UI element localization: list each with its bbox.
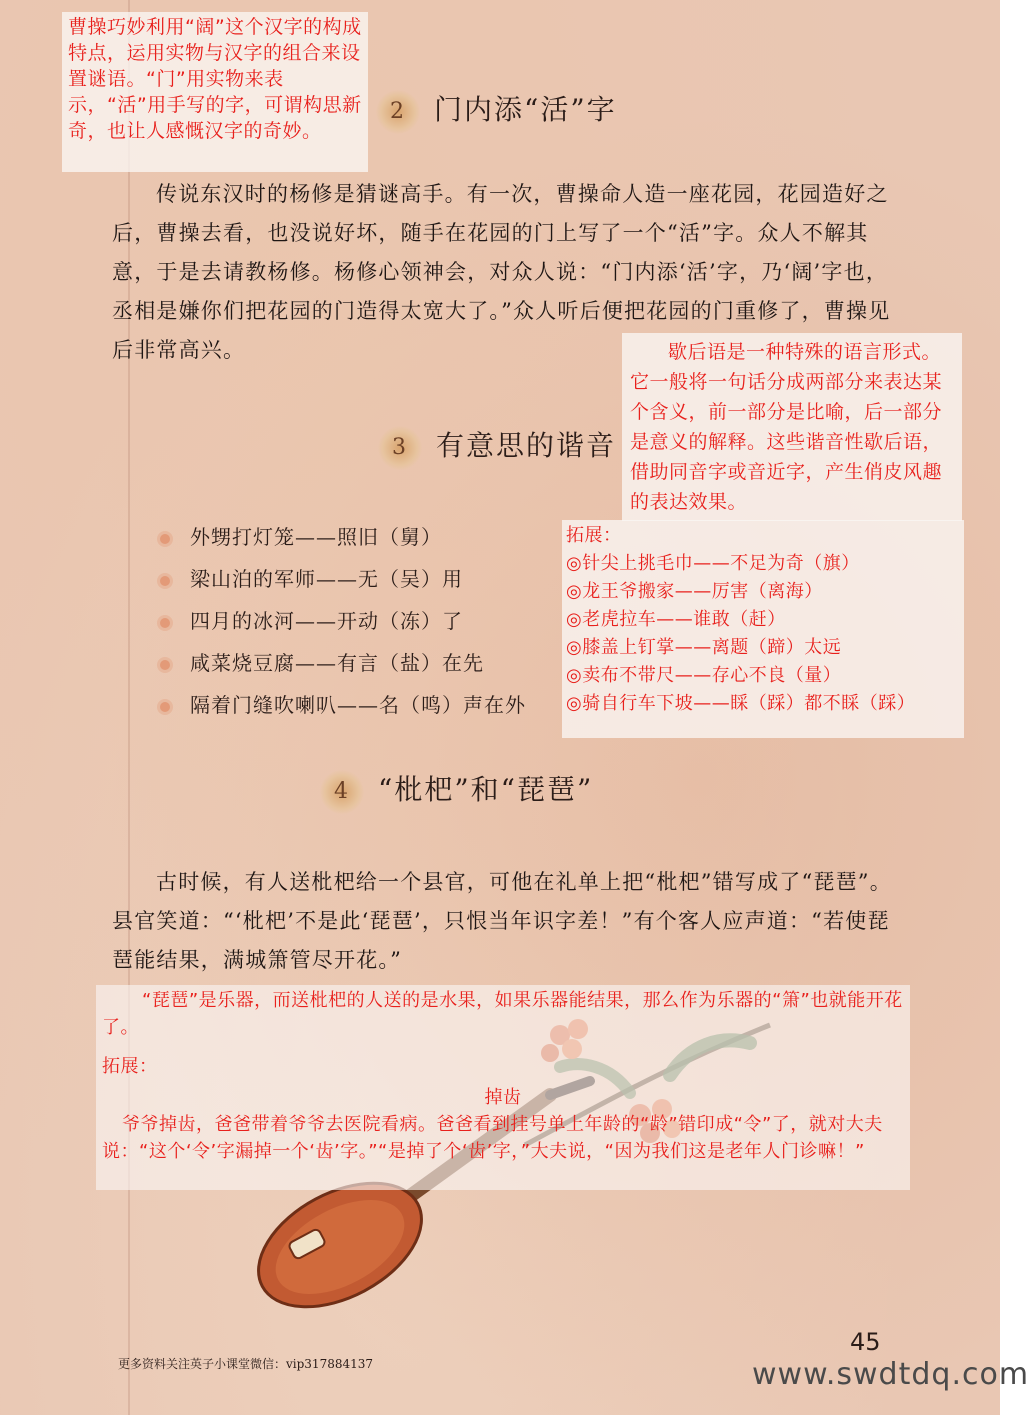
list-item-text: 梁山泊的军师——无（吴）用	[190, 567, 463, 591]
expansion-item: ◎骑自行车下坡——睬（踩）都不睬（踩）	[566, 693, 916, 714]
bullet-icon	[160, 660, 170, 670]
watermark: www.swdtdq.com	[752, 1357, 1029, 1392]
story-text: 爷爷掉齿，爸爸带着爷爷去医院看病。爸爸看到挂号单上年龄的“龄”错印成“令”了，就对大夫说：“这个‘令’字漏掉一个‘齿’字。”“是掉了个‘齿’字，”大夫说，“因为我们这是老年人门诊嘛！”	[102, 1114, 883, 1162]
list-item-text: 隔着门缝吹喇叭——名（鸣）声在外	[190, 693, 526, 717]
note-top-annotation	[62, 12, 368, 172]
note-bottom-annotation	[96, 985, 910, 1190]
note-right-text: 歇后语是一种特殊的语言形式。它一般将一句话分成两部分来表达某个含义，前一部分是比喻，后一部分是意义的解释。这些谐音性歇后语，借助同音字或音近字，产生俏皮风趣的表达效果。	[630, 341, 943, 513]
expansion-title: 拓展：	[102, 1056, 158, 1077]
bullet-icon	[160, 534, 170, 544]
bullet-icon	[160, 618, 170, 628]
list-item	[160, 684, 526, 726]
section-4-paragraph	[112, 863, 902, 980]
section-2-text: 传说东汉时的杨修是猜谜高手。有一次，曹操命人造一座花园，花园造好之后，曹操去看，也没说好坏，随手在花园的门上写了一个“活”字。众人不解其意，于是去请教杨修。杨修心领神会，对众人说：“门内添‘活’字，乃‘阔’字也，丞相是嫌你们把花园的门造得太宽大了。”众人听后便把花园的门重修了，曹操见后非常高兴。	[112, 182, 891, 362]
expansion-title: 拓展：	[566, 525, 622, 546]
note-top-text: 曹操巧妙利用“阔”这个汉字的构成特点，运用实物与汉字的组合来设置谜语。“门”用实物来表示，“活”用手写的字，可谓构思新奇，也让人感慨汉字的奇妙。	[68, 16, 362, 142]
story-title: 掉齿	[484, 1087, 522, 1108]
bullet-icon	[160, 702, 170, 712]
expansion-item: ◎龙王爷搬家——厉害（离海）	[566, 581, 823, 602]
note-right-annotation	[622, 333, 962, 521]
list-item	[160, 600, 526, 642]
expansion-item: ◎老虎拉车——谁敢（赶）	[566, 609, 786, 630]
list-item-text: 咸菜烧豆腐——有言（盐）在先	[190, 651, 484, 675]
explanation-text: “琵琶”是乐器，而送枇杷的人送的是水果，如果乐器能结果，那么作为乐器的“箫”也就能开花了。	[102, 990, 903, 1038]
section-title: 门内添“活”字	[434, 93, 617, 126]
section-3-heading	[378, 424, 616, 470]
list-item	[160, 516, 526, 558]
section-title: 有意思的谐音	[436, 429, 617, 462]
section-2-heading	[376, 88, 617, 134]
homophone-list	[160, 516, 526, 726]
bullet-icon	[160, 576, 170, 586]
section-number-badge: 4	[320, 770, 364, 814]
expansion-item: ◎卖布不带尺——存心不良（量）	[566, 665, 842, 686]
expansion-right-annotation	[562, 520, 964, 738]
list-item	[160, 642, 526, 684]
page-number: 45	[850, 1328, 881, 1356]
footer-note: 更多资料关注英子小课堂微信：vip317884137	[118, 1357, 374, 1371]
expansion-item: ◎针尖上挑毛巾——不足为奇（旗）	[566, 553, 860, 574]
section-number-badge: 2	[376, 90, 420, 134]
expansion-item: ◎膝盖上钉掌——离题（蹄）太远	[566, 637, 842, 658]
section-number-badge: 3	[378, 426, 422, 470]
list-item-text: 外甥打灯笼——照旧（舅）	[190, 525, 442, 549]
list-item-text: 四月的冰河——开动（冻）了	[190, 609, 463, 633]
list-item	[160, 558, 526, 600]
section-title: “枇杷”和“琵琶”	[378, 773, 594, 806]
section-4-text: 古时候，有人送枇杷给一个县官，可他在礼单上把“枇杷”错写成了“琵琶”。县官笑道：“‘枇杷’不是此‘琵琶’，只恨当年识字差！”有个客人应声道：“若使琵琶能结果，满城箫管尽开花。”	[112, 870, 892, 972]
section-4-heading	[320, 768, 593, 814]
